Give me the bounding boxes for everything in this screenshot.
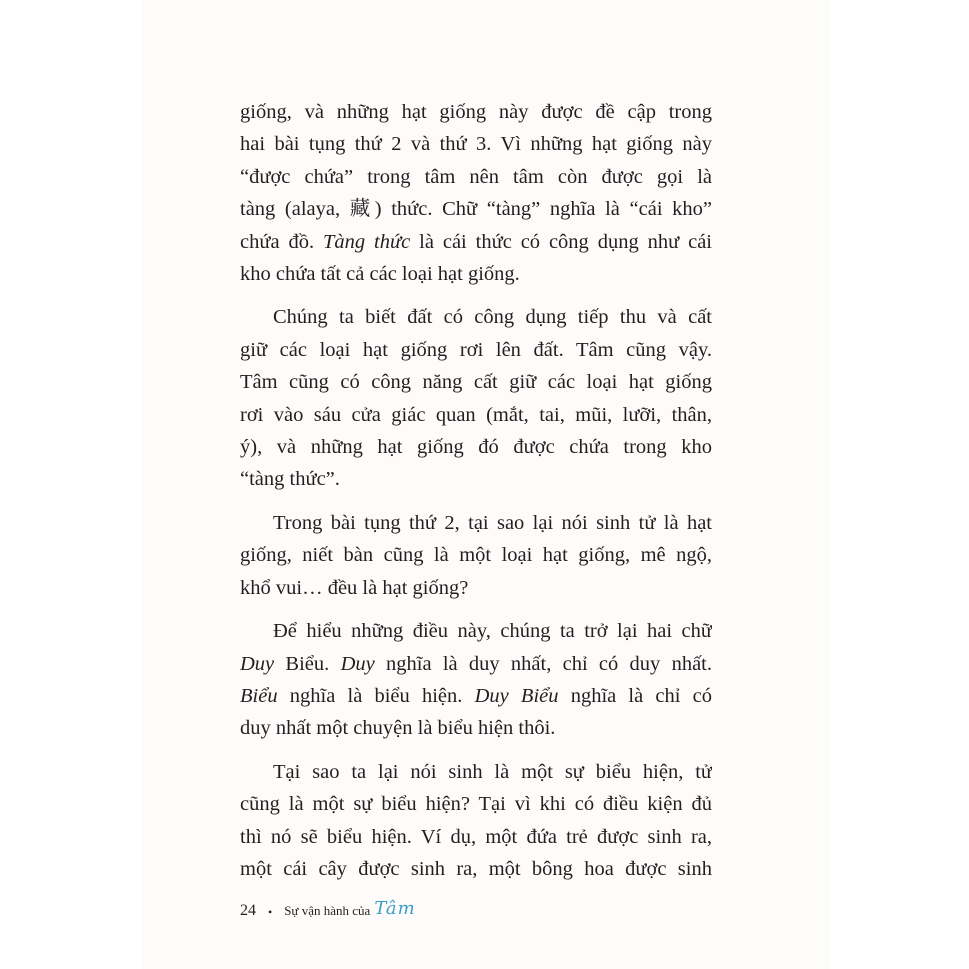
- text-line: chứa đồ. Tàng thức là cái thức có công dụng như cái: [240, 230, 712, 253]
- paragraph-3: [240, 507, 712, 604]
- text-line: rơi vào sáu cửa giác quan (mắt, tai, mũi, lưỡi, thân,: [240, 403, 712, 426]
- paragraph-2: [240, 301, 712, 495]
- running-title-script: Tâm: [374, 897, 416, 919]
- text-line: Duy Biểu. Duy nghĩa là duy nhất, chỉ có duy nhất.: [240, 652, 712, 675]
- text-line: Biểu nghĩa là biểu hiện. Duy Biểu nghĩa là chỉ có: [240, 684, 712, 707]
- text-line: “được chứa” trong tâm nên tâm còn được gọi là: [240, 165, 712, 188]
- text-line: tàng (alaya, 藏) thức. Chữ “tàng” nghĩa là “cái kho”: [240, 198, 712, 221]
- text-line: Để hiểu những điều này, chúng ta trở lại hai chữ: [273, 620, 712, 643]
- text-line: khổ vui… đều là hạt giống?: [240, 576, 469, 599]
- text-line: Trong bài tụng thứ 2, tại sao lại nói sinh tử là hạt: [273, 511, 712, 534]
- running-title: Sự vận hành của: [284, 903, 371, 918]
- text-line: giống, và những hạt giống này được đề cập trong: [240, 101, 712, 123]
- text-line: “tàng thức”.: [240, 468, 340, 491]
- text-line: giống, niết bàn cũng là một loại hạt giống, mê ngộ,: [240, 544, 712, 567]
- page-number: 24: [240, 902, 256, 919]
- text-line: Chúng ta biết đất có công dụng tiếp thu và cất: [273, 306, 712, 329]
- text-line: cũng là một sự biểu hiện? Tại vì khi có điều kiện đủ: [240, 793, 712, 816]
- text-line: duy nhất một chuyện là biểu hiện thôi.: [240, 717, 556, 740]
- text-line: một cái cây được sinh ra, một bông hoa được sinh: [240, 857, 712, 880]
- paragraph-4: [240, 615, 712, 745]
- text-line: ý), và những hạt giống đó được chứa trong kho: [240, 436, 712, 459]
- paragraph-5: [240, 756, 712, 886]
- text-line: kho chứa tất cả các loại hạt giống.: [240, 263, 520, 286]
- text-line: thì nó sẽ biểu hiện. Ví dụ, một đứa trẻ được sinh ra,: [240, 825, 712, 848]
- text-line: giữ các loại hạt giống rơi lên đất. Tâm cũng vậy.: [240, 338, 712, 361]
- paragraph-1: [240, 96, 712, 290]
- text-line: hai bài tụng thứ 2 và thứ 3. Vì những hạt giống này: [240, 133, 712, 156]
- text-line: Tại sao ta lại nói sinh là một sự biểu hiện, tử: [273, 760, 712, 783]
- text-line: Tâm cũng có công năng cất giữ các loại hạt giống: [240, 371, 712, 394]
- page-footer: [240, 896, 416, 926]
- footer-bullet: •: [268, 904, 273, 919]
- body-text: [240, 96, 712, 885]
